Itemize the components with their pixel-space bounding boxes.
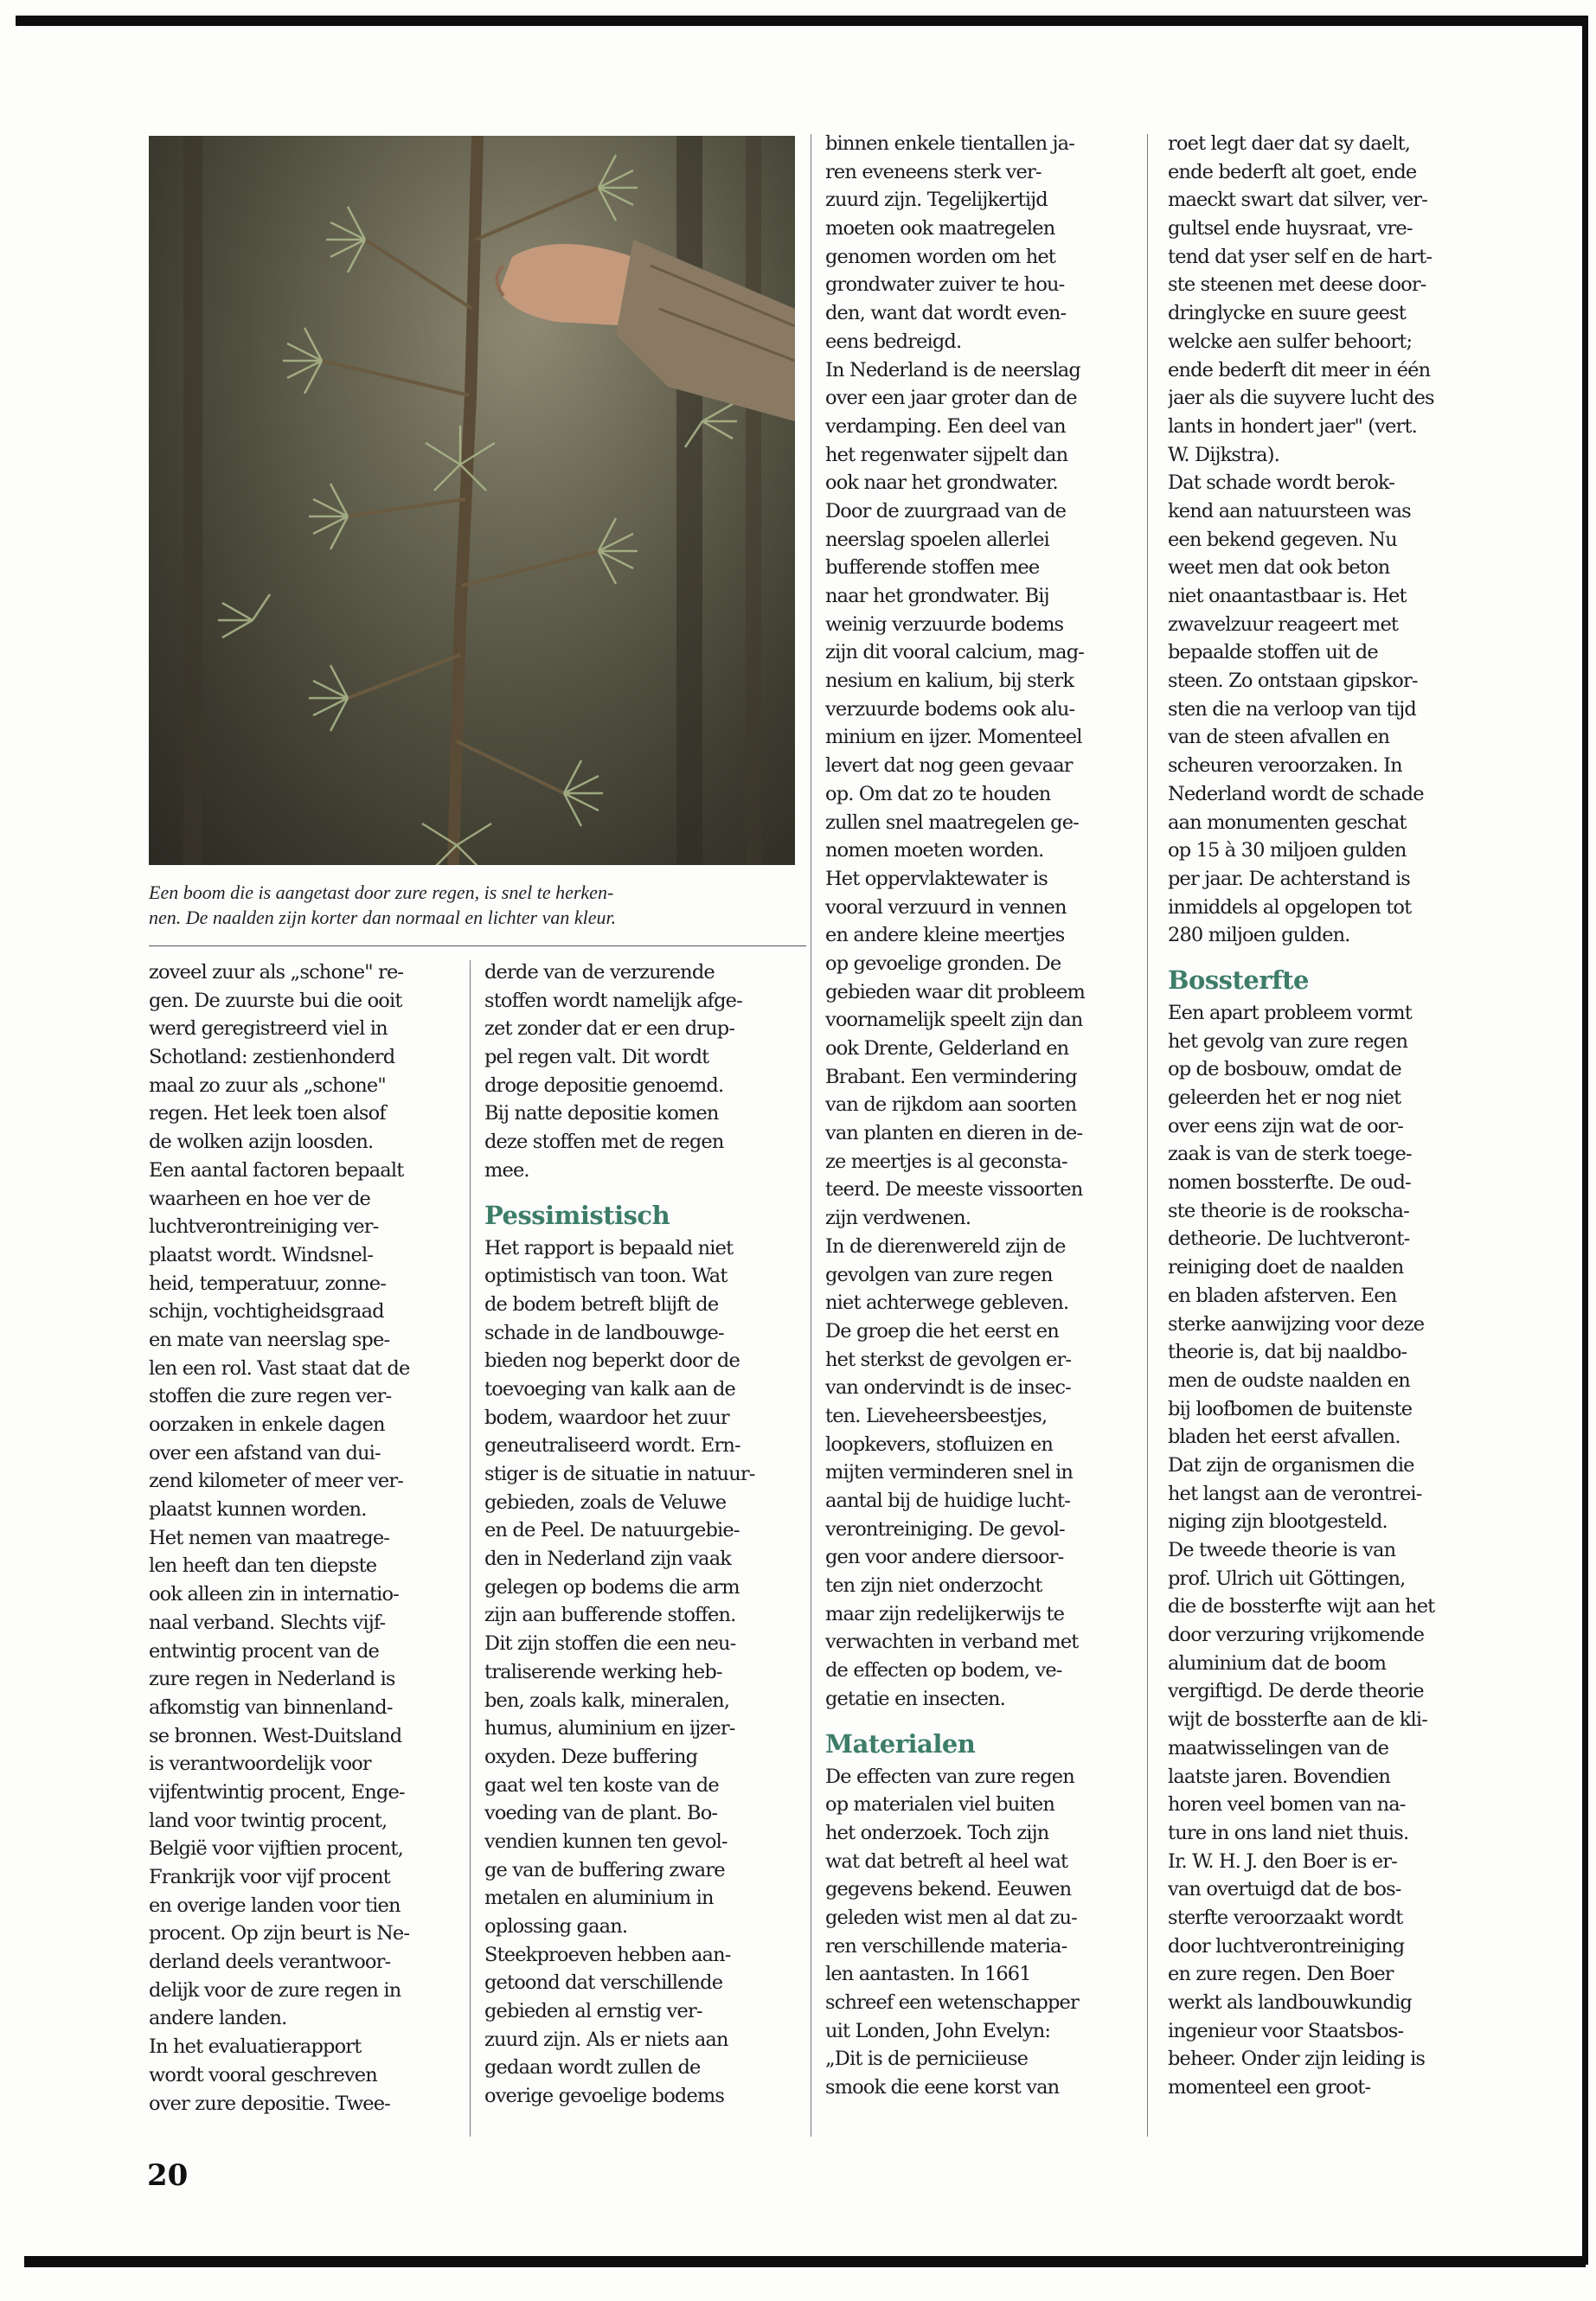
text-line: traliserende werking heb- [484, 1660, 722, 1683]
text-line: teerd. De meeste vissoorten [825, 1178, 1083, 1202]
text-line: kend aan natuursteen was [1168, 499, 1411, 522]
text-line: heid, temperatuur, zonne- [149, 1272, 386, 1295]
caption-line-2: nen. De naalden zijn korter dan normaal en lichter van kleur. [149, 907, 617, 928]
text-line: sterke aanwijzing voor deze [1168, 1312, 1425, 1336]
text-line: bepaalde stoffen uit de [1168, 641, 1378, 664]
text-line: scheuren veroorzaken. In [1168, 754, 1402, 778]
text-line: België voor vijftien procent, [149, 1837, 403, 1861]
text-line: Dat schade wordt berok- [1168, 471, 1395, 495]
text-line: vendien kunnen ten gevol- [484, 1830, 727, 1853]
text-line: stiger is de situatie in natuur- [484, 1463, 755, 1485]
text-line: het regenwater sijpelt dan [825, 443, 1068, 466]
text-line: voeding van de plant. Bo- [484, 1802, 718, 1825]
text-line: en andere kleine meertjes [825, 924, 1065, 947]
text-line: In de dierenwereld zijn de [825, 1234, 1066, 1258]
text-line: plaatst wordt. Windsnel- [149, 1243, 374, 1266]
text-line: droge depositie genoemd. [484, 1074, 724, 1097]
text-line: de effecten op bodem, ve- [825, 1659, 1062, 1682]
column-2 [484, 958, 801, 2144]
column-3 [825, 130, 1135, 2145]
text-line: geleden wist men al dat zu- [825, 1906, 1077, 1929]
text-line: Een apart probleem vormt [1168, 1001, 1412, 1024]
text-line: schade in de landbouwge- [484, 1321, 724, 1344]
text-line: W. Dijkstra). [1168, 443, 1279, 466]
text-line: Frankrijk voor vijf procent [149, 1866, 390, 1888]
column-divider [1147, 134, 1148, 2137]
text-line: vergiftigd. De derde theorie [1168, 1680, 1424, 1703]
text-line: aan monumenten geschat [1168, 811, 1407, 834]
text-line: mee. [484, 1158, 529, 1182]
text-line: naal verband. Slechts vijf- [149, 1611, 386, 1634]
text-line: prof. Ulrich uit Göttingen, [1168, 1567, 1406, 1590]
text-line: regen. Het leek toen alsof [149, 1102, 386, 1125]
section-spacer [825, 1714, 1135, 1722]
text-line: roet legt daer dat sy daelt, [1168, 132, 1411, 155]
text-line: ben, zoals kalk, mineralen, [484, 1689, 730, 1712]
text-line: stoffen die zure regen ver- [149, 1385, 392, 1408]
text-line: zullen snel maatregelen ge- [825, 811, 1079, 834]
text-line: entwintig procent van de [149, 1639, 379, 1663]
text-line: andere landen. [149, 2007, 287, 2030]
text-line: aluminium dat de boom [1168, 1651, 1387, 1675]
text-line: op. Om dat zo te houden [825, 782, 1051, 805]
text-line: over een jaar groter dan de [825, 387, 1077, 410]
text-line: en de Peel. De natuurgebie- [484, 1519, 740, 1542]
text-line: jaer als die suyvere lucht des [1168, 387, 1434, 410]
text-line: en overige landen voor tien [149, 1894, 401, 1917]
text-line: op de bosbouw, omdat de [1168, 1058, 1401, 1081]
text-line: nomen moeten worden. [825, 839, 1044, 862]
text-line: weinig verzuurde bodems [825, 612, 1064, 636]
text-line: gebieden waar dit probleem [825, 980, 1085, 1003]
text-line: gevolgen van zure regen [825, 1263, 1053, 1286]
right-border-rule [1582, 16, 1588, 2265]
text-line: deze stoffen met de regen [484, 1131, 724, 1154]
text-line: ten zijn niet onderzocht [825, 1574, 1042, 1598]
text-line: procent. Op zijn beurt is Ne- [149, 1922, 410, 1945]
text-line: Dat zijn de organismen die [1168, 1453, 1414, 1477]
text-line: bladen het eerst afvallen. [1168, 1426, 1401, 1449]
text-line: wat dat betreft al heel wat [825, 1849, 1068, 1873]
text-line: levert dat nog geen gevaar [825, 754, 1073, 778]
text-line: De groep die het eerst en [825, 1319, 1059, 1343]
text-line: die de bossterfte wijt aan het [1168, 1595, 1435, 1618]
section-spacer [484, 1185, 801, 1194]
text-line: smook die eene korst van [825, 2076, 1060, 2099]
text-line: den, want dat wordt even- [825, 302, 1067, 325]
text-line: binnen enkele tientallen ja- [825, 132, 1075, 155]
text-line: gaat wel ten koste van de [484, 1773, 719, 1797]
text-line: theorie is, dat bij naaldbo- [1168, 1341, 1407, 1364]
text-line: het langst aan de verontrei- [1168, 1482, 1422, 1505]
text-line: van de rijkdom aan soorten [825, 1093, 1077, 1117]
text-line: humus, aluminium en ijzer- [484, 1717, 735, 1740]
text-line: 280 miljoen gulden. [1168, 924, 1350, 947]
text-line: momenteel een groot- [1168, 2076, 1371, 2099]
text-line: Schotland: zestienhonderd [149, 1046, 395, 1069]
text-line: pel regen valt. Dit wordt [484, 1046, 709, 1069]
text-line: verwachten in verband met [825, 1631, 1079, 1654]
top-border-rule [16, 16, 1588, 26]
text-line: oorzaken in enkele dagen [149, 1413, 385, 1436]
text-line: Brabant. Een vermindering [825, 1065, 1077, 1088]
text-line: dringlycke en suure geest [1168, 302, 1406, 325]
text-line: Het nemen van maatrege- [149, 1526, 390, 1549]
text-line: Nederland wordt de schade [1168, 782, 1424, 805]
text-line: zijn verdwenen. [825, 1207, 971, 1230]
section-heading: Materialen [825, 1728, 976, 1759]
text-line: bufferende stoffen mee [825, 556, 1040, 580]
text-line: voornamelijk speelt zijn dan [825, 1009, 1083, 1032]
caption-divider [149, 945, 806, 946]
text-line: optimistisch van toon. Wat [484, 1265, 727, 1288]
text-line: ge van de buffering zware [484, 1858, 725, 1881]
text-line: niging zijn blootgesteld. [1168, 1510, 1388, 1534]
text-line: Het rapport is bepaald niet [484, 1236, 734, 1259]
text-line: steen. Zo ontstaan gipskor- [1168, 670, 1418, 693]
text-line: luchtverontreiniging ver- [149, 1215, 379, 1239]
text-line: gegevens bekend. Eeuwen [825, 1878, 1072, 1901]
text-line: metalen en aluminium in [484, 1887, 714, 1910]
text-line: len een rol. Vast staat dat de [149, 1356, 410, 1380]
text-line: maal zo zuur als „schone" [149, 1074, 386, 1097]
text-line: tend dat yser self en de hart- [1168, 245, 1433, 268]
bottom-border-rule [24, 2256, 1586, 2267]
text-line: niet achterwege gebleven. [825, 1292, 1069, 1315]
text-line: genomen worden om het [825, 245, 1056, 268]
text-line: door verzuring vrijkomende [1168, 1624, 1425, 1647]
text-line: derde van de verzurende [484, 961, 715, 984]
text-line: van de steen afvallen en [1168, 726, 1390, 749]
text-line: gultsel ende huysraat, vre- [1168, 217, 1413, 240]
photo-caption [149, 880, 806, 930]
text-line: men de oudste naalden en [1168, 1368, 1410, 1392]
text-line: geleerden het er nog niet [1168, 1086, 1401, 1109]
text-line: ture in ons land niet thuis. [1168, 1821, 1409, 1844]
column-divider [470, 960, 471, 2137]
text-line: de bodem betreft blijft de [484, 1292, 719, 1316]
text-line: maeckt swart dat silver, ver- [1168, 189, 1427, 212]
text-line: De tweede theorie is van [1168, 1539, 1396, 1561]
text-line: ende bederft alt goet, ende [1168, 160, 1417, 183]
caption-line-1: Een boom die is aangetast door zure regen, is snel te herken- [149, 881, 614, 903]
text-line: beheer. Onder zijn leiding is [1168, 2048, 1426, 2071]
text-line: Een aantal factoren bepaalt [149, 1158, 404, 1182]
text-line: ook Drente, Gelderland en [825, 1037, 1069, 1060]
text-line: nesium en kalium, bij sterk [825, 670, 1074, 693]
text-line: het gevolg van zure regen [1168, 1029, 1408, 1053]
text-line: gen voor andere diersoor- [825, 1546, 1064, 1569]
photo-illustration [149, 136, 795, 865]
text-line: werd geregistreerd viel in [149, 1017, 388, 1041]
text-line: oxyden. Deze buffering [484, 1745, 698, 1768]
text-line: land voor twintig procent, [149, 1809, 388, 1832]
text-line: weet men dat ook beton [1168, 556, 1390, 580]
column-4 [1168, 130, 1490, 2145]
text-line: toevoeging van kalk aan de [484, 1377, 736, 1400]
text-line: In het evaluatierapport [149, 2035, 362, 2059]
text-line: bieden nog beperkt door de [484, 1349, 740, 1373]
text-line: ze meertjes is al geconsta- [825, 1150, 1067, 1173]
photo-pine-branch [149, 136, 795, 865]
text-line: op materialen viel buiten [825, 1793, 1054, 1817]
text-line: bij loofbomen de buitenste [1168, 1397, 1413, 1420]
text-line: sterfte veroorzaakt wordt [1168, 1906, 1403, 1929]
text-line: stoffen wordt namelijk afge- [484, 989, 742, 1012]
text-line: waarheen en hoe ver de [149, 1187, 371, 1210]
text-line: minium en ijzer. Momenteel [825, 726, 1082, 749]
text-line: welcke aen sulfer behoort; [1168, 330, 1413, 353]
text-line: len aantasten. In 1661 [825, 1963, 1031, 1986]
text-line: ook naar het grondwater. [825, 471, 1058, 495]
text-line: ingenieur voor Staatsbos- [1168, 2019, 1404, 2042]
text-line: delijk voor de zure regen in [149, 1978, 401, 2002]
text-line: zuurd zijn. Als er niets aan [484, 2028, 728, 2051]
text-line: geneutraliseerd wordt. Ern- [484, 1434, 740, 1458]
text-line: verdamping. Een deel van [825, 414, 1066, 438]
text-line: den in Nederland zijn vaak [484, 1548, 732, 1571]
text-line: een bekend gegeven. Nu [1168, 528, 1397, 551]
text-line: sten die na verloop van tijd [1168, 697, 1416, 721]
text-line: ook alleen zin in internatio- [149, 1583, 399, 1606]
text-line: van ondervindt is de insec- [825, 1376, 1071, 1400]
text-line: op gevoelige gronden. De [825, 952, 1061, 975]
text-line: gedaan wordt zullen de [484, 2056, 701, 2080]
column-1 [149, 958, 458, 2144]
text-line: loopkevers, stofluizen en [825, 1433, 1053, 1456]
text-line: de wolken azijn loosden. [149, 1131, 374, 1154]
text-line: het sterkst de gevolgen er- [825, 1348, 1072, 1371]
text-line: zijn aan bufferende stoffen. [484, 1604, 736, 1627]
text-line: inmiddels al opgelopen tot [1168, 895, 1412, 919]
section-spacer [1168, 950, 1490, 958]
text-line: Ir. W. H. J. den Boer is er- [1168, 1849, 1397, 1873]
text-line: naar het grondwater. Bij [825, 585, 1049, 607]
text-line: vooral verzuurd in vennen [825, 895, 1067, 919]
text-line: en mate van neerslag spe- [149, 1328, 390, 1351]
text-line: afkomstig van binnenland- [149, 1695, 393, 1719]
text-line: over een afstand van dui- [149, 1441, 381, 1465]
text-line: zaak is van de sterk toege- [1168, 1143, 1412, 1166]
text-line: getoond dat verschillende [484, 1971, 723, 1995]
text-line: plaatst kunnen worden. [149, 1498, 367, 1522]
text-line: vijfentwintig procent, Enge- [149, 1780, 405, 1804]
text-line: Dit zijn stoffen die een neu- [484, 1632, 736, 1656]
text-line: van planten en dieren in de- [825, 1122, 1083, 1145]
text-line: ren eveneens sterk ver- [825, 160, 1042, 183]
text-line: uit Londen, John Evelyn: [825, 2019, 1051, 2042]
text-line: Het oppervlaktewater is [825, 867, 1048, 890]
text-line: is verantwoordelijk voor [149, 1753, 371, 1776]
text-line: en zure regen. Den Boer [1168, 1963, 1394, 1986]
text-line: wordt vooral geschreven [149, 2063, 377, 2086]
text-line: gebieden al ernstig ver- [484, 2000, 702, 2023]
text-line: ren verschillende materia- [825, 1934, 1067, 1958]
text-line: ste theorie is de rookscha- [1168, 1199, 1409, 1222]
text-line: In Nederland is de neerslag [825, 358, 1080, 381]
text-line: Door de zuurgraad van de [825, 499, 1067, 522]
text-line: lants in hondert jaer" (vert. [1168, 414, 1417, 438]
text-line: nomen bossterfte. De oud- [1168, 1171, 1411, 1195]
text-line: zijn dit vooral calcium, mag- [825, 641, 1085, 664]
text-line: bodem, waardoor het zuur [484, 1406, 729, 1429]
text-line: „Dit is de perniciieuse [825, 2048, 1029, 2071]
text-line: verzuurde bodems ook alu- [825, 697, 1075, 721]
text-line: moeten ook maatregelen [825, 217, 1055, 240]
text-line: gebieden, zoals de Veluwe [484, 1490, 727, 1514]
text-line: eens bedreigd. [825, 330, 962, 353]
text-line: Bij natte depositie komen [484, 1102, 719, 1125]
text-line: wijt de bossterfte aan de kli- [1168, 1708, 1427, 1732]
text-line: De effecten van zure regen [825, 1765, 1074, 1788]
text-line: over zure depositie. Twee- [149, 2092, 390, 2115]
text-line: zend kilometer of meer ver- [149, 1470, 404, 1493]
text-line: op 15 à 30 miljoen gulden [1168, 839, 1407, 862]
page-number: 20 [147, 2158, 189, 2193]
text-line: derland deels verantwoor- [149, 1951, 391, 1974]
text-line: getatie en insecten. [825, 1687, 1005, 1710]
text-line: gelegen op bodems die arm [484, 1575, 740, 1599]
text-line: zwavelzuur reageert met [1168, 612, 1399, 636]
text-line: ten. Lieveheersbeestjes, [825, 1404, 1048, 1427]
section-heading: Bossterfte [1168, 965, 1309, 995]
text-line: neerslag spoelen allerlei [825, 528, 1049, 551]
text-line: horen veel bomen van na- [1168, 1793, 1406, 1817]
text-line: schijn, vochtigheidsgraad [149, 1300, 384, 1324]
text-line: en bladen afsterven. Een [1168, 1284, 1397, 1307]
text-line: reiniging doet de naalden [1168, 1256, 1404, 1279]
text-line: niet onaantastbaar is. Het [1168, 585, 1407, 607]
text-line: gen. De zuurste bui die ooit [149, 989, 402, 1012]
text-line: mijten verminderen snel in [825, 1461, 1074, 1484]
text-line: schreef een wetenschapper [825, 1991, 1079, 2014]
text-line: maatwisselingen van de [1168, 1736, 1389, 1759]
text-line: door luchtverontreiniging [1168, 1934, 1405, 1958]
text-line: maar zijn redelijkerwijs te [825, 1602, 1065, 1625]
text-line: overige gevoelige bodems [484, 2085, 725, 2108]
text-line: se bronnen. West-Duitsland [149, 1724, 402, 1747]
text-line: aantal bij de huidige lucht- [825, 1490, 1070, 1512]
text-line: van overtuigd dat de bos- [1168, 1878, 1401, 1901]
text-line: verontreiniging. De gevol- [825, 1517, 1065, 1541]
text-line: zet zonder dat er een drup- [484, 1017, 735, 1041]
text-line: detheorie. De luchtveront- [1168, 1227, 1410, 1251]
text-line: grondwater zuiver te hou- [825, 273, 1065, 297]
text-line: werkt als landbouwkundig [1168, 1991, 1412, 2014]
text-line: ste steenen met deese door- [1168, 273, 1426, 297]
text-line: laatste jaren. Bovendien [1168, 1765, 1390, 1788]
text-line: Steekproeven hebben aan- [484, 1943, 731, 1966]
text-line: len heeft dan ten diepste [149, 1554, 377, 1578]
text-line: ende bederft dit meer in één [1168, 358, 1431, 381]
text-line: zure regen in Nederland is [149, 1668, 395, 1691]
section-heading: Pessimistisch [484, 1200, 670, 1230]
text-line: oplossing gaan. [484, 1915, 628, 1938]
text-line: zuurd zijn. Tegelijkertijd [825, 189, 1048, 212]
text-line: per jaar. De achterstand is [1168, 867, 1410, 890]
text-line: het onderzoek. Toch zijn [825, 1821, 1049, 1844]
text-line: zoveel zuur als „schone" re- [149, 961, 404, 984]
text-line: over eens zijn wat de oor- [1168, 1114, 1404, 1138]
